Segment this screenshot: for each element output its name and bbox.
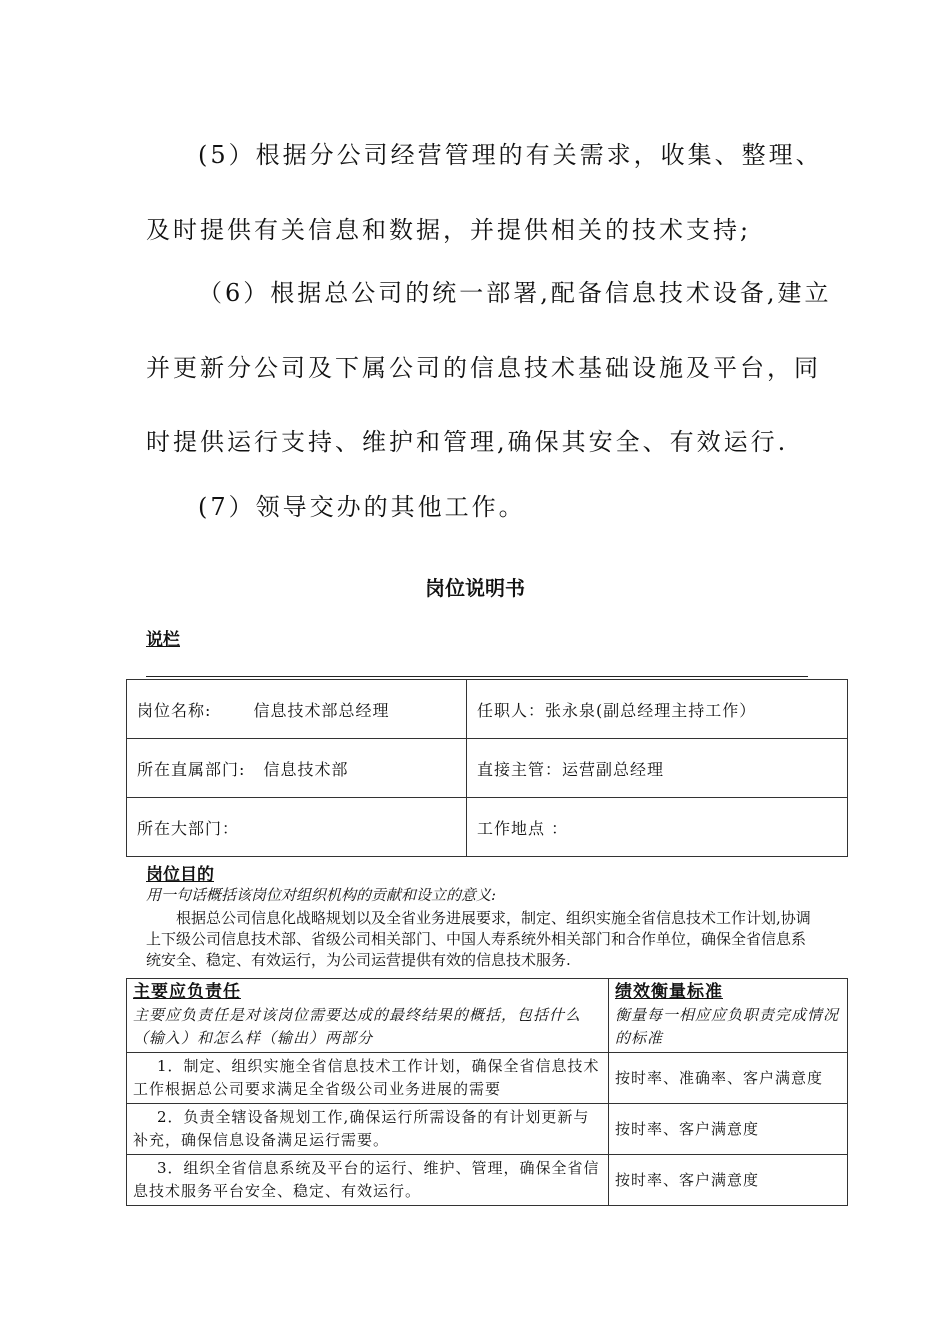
- info-table: [126, 679, 848, 857]
- document-title: 岗位说明书: [425, 576, 525, 600]
- resp-header-cell: [127, 979, 609, 1053]
- major-dept-cell: 所在大部门：: [127, 798, 467, 857]
- paragraph-item-5-cont: 及时提供有关信息和数据，并提供相关的技术支持;: [146, 216, 752, 244]
- location-cell: 工作地点 ：: [467, 798, 848, 857]
- purpose-text: 根据总公司信息化战略规划以及全省业务进展要求，制定、组织实施全省信息技术工作计划,协调上下级公司信息技术部、省级公司相关部门、中国人寿系统外相关部门和合作单位，确保全省信息系统安全、稳定、有效运行，为公司运营提供有效的信息技术服务.: [146, 909, 811, 969]
- measure-cell: 按时率、客户满意度: [609, 1155, 848, 1206]
- position-name-cell: [127, 680, 467, 739]
- measure-heading: 绩效衡量标准: [615, 982, 723, 1002]
- purpose-note: 用一句话概括该岗位对组织机构的贡献和设立的意义:: [146, 886, 497, 904]
- paragraph-item-6-cont1: 并更新分公司及下属公司的信息技术基础设施及平台，同: [146, 354, 821, 382]
- table-row: [127, 1053, 848, 1104]
- measure-header-cell: [609, 979, 848, 1053]
- direct-dept-label: 所在直属部门:: [137, 759, 246, 779]
- paragraph-item-7: (7）领导交办的其他工作。: [198, 493, 526, 521]
- paragraph-item-5: (5）根据分公司经营管理的有关需求，收集、整理、: [198, 141, 823, 169]
- position-name-label: 岗位名称:: [137, 700, 212, 720]
- paragraph-item-6: （6）根据总公司的统一部署,配备信息技术设备,建立: [198, 279, 832, 307]
- resp-note: 主要应负责任是对该岗位需要达成的最终结果的概括，包括什么（输入）和怎么样（输出）两部分: [133, 1006, 582, 1047]
- direct-dept-cell: [127, 739, 467, 798]
- paragraph-item-6-cont2: 时提供运行支持、维护和管理,确保其安全、有效运行.: [146, 428, 789, 456]
- duty-cell: 1．制定、组织实施全省信息技术工作计划，确保全省信息技术工作根据总公司要求满足全省级公司业务进展的需要: [127, 1053, 609, 1104]
- measure-cell: 按时率、客户满意度: [609, 1104, 848, 1155]
- duty-cell: 3．组织全省信息系统及平台的运行、维护、管理，确保全省信息技术服务平台安全、稳定、有效运行。: [127, 1155, 609, 1206]
- holder-cell: 任职人：张永泉(副总经理主持工作）: [467, 680, 848, 739]
- position-name-value: 信息技术部总经理: [253, 700, 390, 720]
- resp-heading: 主要应负责任: [133, 982, 241, 1002]
- divider: [146, 676, 808, 677]
- table-row: [127, 1155, 848, 1206]
- measure-cell: 按时率、准确率、客户满意度: [609, 1053, 848, 1104]
- duty-cell: 2．负责全辖设备规划工作,确保运行所需设备的有计划更新与补充，确保信息设备满足运行需要。: [127, 1104, 609, 1155]
- measure-note: 衡量每一相应应负职责完成情况的标准: [615, 1006, 840, 1047]
- responsibility-table: [126, 978, 848, 1206]
- table-row: [127, 1104, 848, 1155]
- section-label: 说栏: [146, 630, 180, 650]
- purpose-heading: 岗位目的: [146, 865, 214, 885]
- direct-dept-value: 信息技术部: [263, 759, 349, 779]
- supervisor-cell: 直接主管：运营副总经理: [467, 739, 848, 798]
